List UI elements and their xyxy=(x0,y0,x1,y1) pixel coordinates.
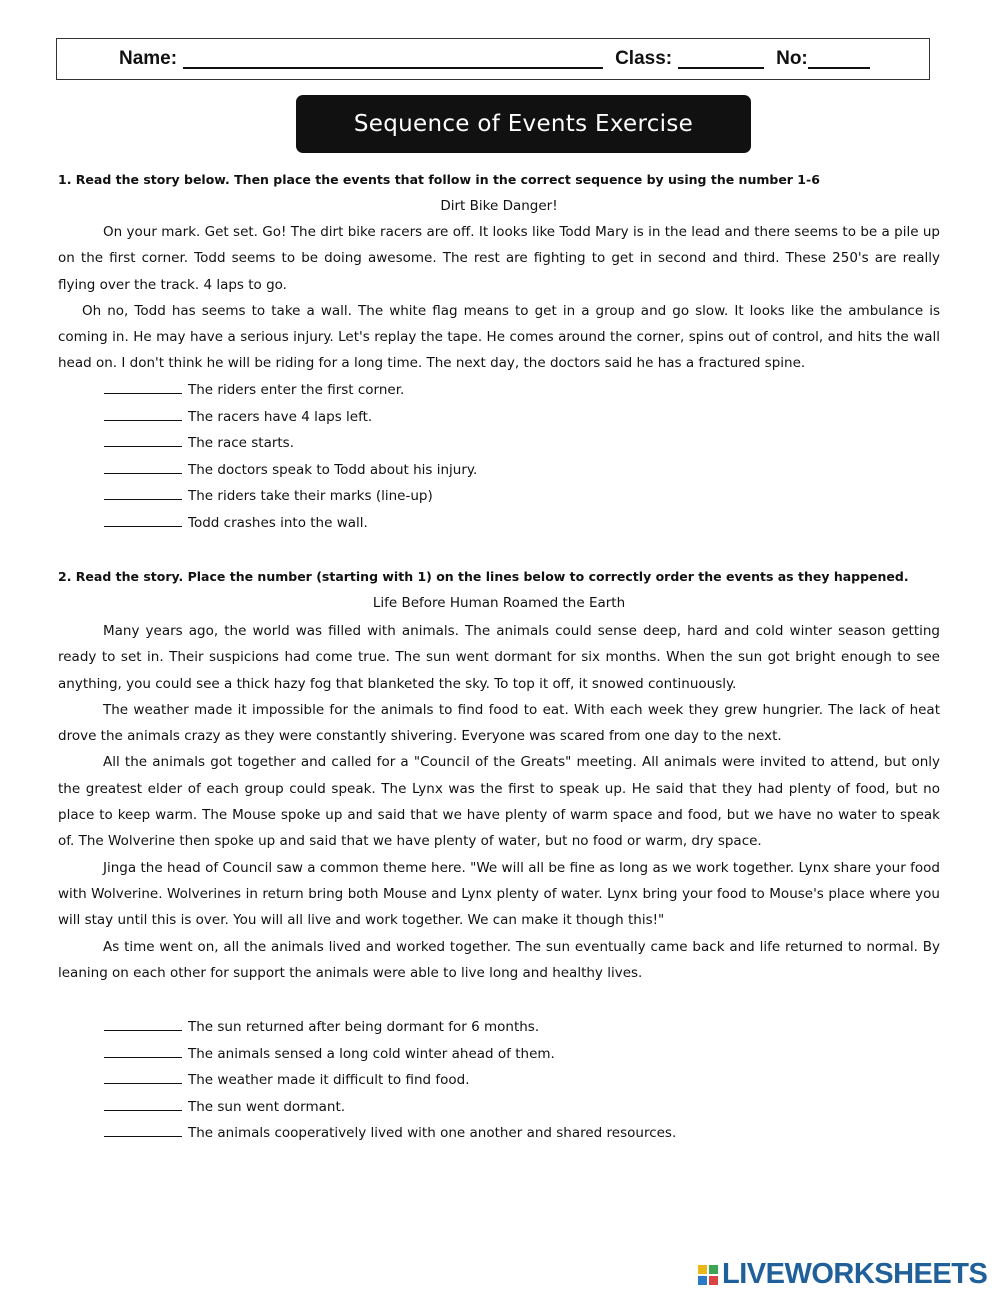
section1-event-list xyxy=(104,377,477,536)
event-item xyxy=(104,1094,676,1121)
section1-instruction: 1. Read the story below. Then place the events that follow in the correct sequence by using the number 1-6 xyxy=(58,172,820,187)
story-paragraph: The weather made it impossible for the animals to find food to eat. With each week they grew hungrier. The lack of heat drove the animals crazy as they were constantly shivering. Everyone was scared from one day to the next. xyxy=(58,701,940,745)
event-item xyxy=(104,404,477,431)
no-label: No: xyxy=(776,48,808,69)
event-text: The racers have 4 laps left. xyxy=(188,408,373,425)
event-item xyxy=(104,457,477,484)
event-text: Todd crashes into the wall. xyxy=(188,514,368,531)
event-text: The animals sensed a long cold winter ahead of them. xyxy=(188,1045,555,1062)
event-text: The animals cooperatively lived with one another and shared resources. xyxy=(188,1125,677,1141)
answer-blank[interactable] xyxy=(104,1041,182,1058)
event-text: The sun returned after being dormant for 6 months. xyxy=(188,1019,540,1035)
page-title: Sequence of Events Exercise xyxy=(353,111,694,137)
event-text: The weather made it difficult to find food. xyxy=(188,1072,470,1088)
student-info-header xyxy=(56,38,930,80)
logo-blocks-icon xyxy=(698,1265,718,1285)
answer-blank[interactable] xyxy=(104,1014,182,1031)
event-item xyxy=(104,1067,676,1094)
event-text: The race starts. xyxy=(188,435,295,451)
story-paragraph: As time went on, all the animals lived and worked together. The sun eventually came back and life returned to normal. By leaning on each other for support the animals were able to live long and healthy lives. xyxy=(58,938,940,981)
event-text: The doctors speak to Todd about his injury. xyxy=(188,461,478,478)
section2-story xyxy=(58,618,940,986)
story-paragraph: Jinga the head of Council saw a common theme here. "We will all be fine as long as we work together. Lynx share your food with Wolverine. Wolverines in return bring both Mouse and Lynx plenty of water. Lynx bring your food to Mouse's place where you will stay until this is over. You will all live and work together. We can make it though this!" xyxy=(58,859,940,929)
answer-blank[interactable] xyxy=(104,483,182,500)
name-field[interactable] xyxy=(183,49,603,69)
answer-blank[interactable] xyxy=(104,1120,182,1137)
no-field[interactable] xyxy=(808,49,870,69)
answer-blank[interactable] xyxy=(104,430,182,447)
event-item xyxy=(104,430,477,457)
answer-blank[interactable] xyxy=(104,510,182,527)
section1-story-title: Dirt Bike Danger! xyxy=(440,198,558,214)
event-item xyxy=(104,510,477,537)
section1-story xyxy=(58,219,940,377)
story-paragraph: Many years ago, the world was filled with animals. The animals could sense deep, hard and cold winter season getting ready to set in. Their suspicions had come true. The sun went dormant for six months. When the sun got bright enough to see anything, you could see a thick hazy fog that blanketed the sky. To top it off, it snowed continuously. xyxy=(58,623,940,692)
logo-text: LIVEWORKSHEETS xyxy=(722,1258,988,1290)
answer-blank[interactable] xyxy=(104,1094,182,1111)
answer-blank[interactable] xyxy=(104,1067,182,1084)
name-label: Name: xyxy=(119,48,178,69)
answer-blank[interactable] xyxy=(104,404,182,421)
event-item xyxy=(104,1014,676,1041)
answer-blank[interactable] xyxy=(104,457,182,474)
answer-blank[interactable] xyxy=(104,377,182,394)
story-paragraph: Oh no, Todd has seems to take a wall. The white flag means to get in a group and go slow. It looks like the ambulance is coming in. He may have a serious injury. Let's replay the tape. He comes around the corner, spins out of control, and hits the wall head on. I don't think he will be riding for a long time. The next day, the doctors said he has a fractured spine. xyxy=(58,302,940,372)
section2-story-title: Life Before Human Roamed the Earth xyxy=(372,595,626,611)
liveworksheets-logo xyxy=(698,1258,987,1291)
section2-event-list xyxy=(104,1014,676,1147)
event-text: The riders take their marks (line-up) xyxy=(188,488,433,504)
class-field[interactable] xyxy=(678,49,764,69)
event-text: The sun went dormant. xyxy=(188,1098,346,1115)
section2-instruction: 2. Read the story. Place the number (starting with 1) on the lines below to correctly order the events as they happened. xyxy=(58,569,909,584)
event-item xyxy=(104,1041,676,1068)
event-item xyxy=(104,377,477,404)
event-item xyxy=(104,1120,676,1147)
title-banner xyxy=(296,95,751,153)
event-text: The riders enter the first corner. xyxy=(188,382,405,398)
class-label: Class: xyxy=(615,48,673,69)
story-paragraph: All the animals got together and called for a "Council of the Greats" meeting. All animals were invited to attend, but only the greatest elder of each group could speak. The Lynx was the first to speak up. He said that they had plenty of food, but no place to keep warm. The Mouse spoke up and said that we have plenty of warm space and food, but we have no water to speak of. The Wolverine then spoke up and said that we have plenty of water, but no food or warm, dry space. xyxy=(58,754,940,850)
story-paragraph: On your mark. Get set. Go! The dirt bike racers are off. It looks like Todd Mary is in the lead and there seems to be a pile up on the first corner. Todd seems to be doing awesome. The rest are fighting to get in second and third. These 250's are really flying over the track. 4 laps to go. xyxy=(58,224,940,293)
event-item xyxy=(104,483,477,510)
